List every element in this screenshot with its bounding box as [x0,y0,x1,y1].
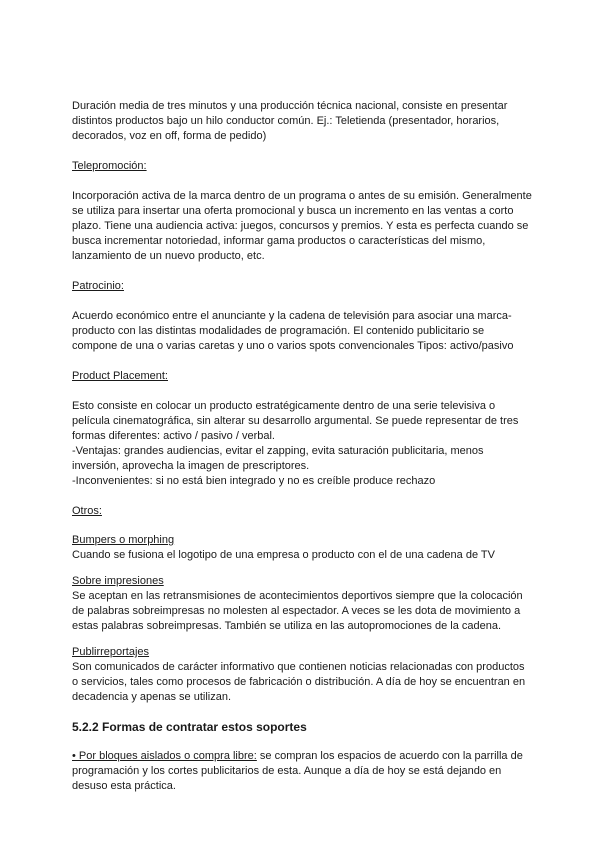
document-content [72,99,532,794]
patrocinio-heading: Patrocinio: [72,280,124,292]
product-placement-ventajas: -Ventajas: grandes audiencias, evitar el zapping, evita saturación publicitaria, menos inversión, aprovecha la imagen de prescriptores. [72,445,484,472]
telepromocion-body: Incorporación activa de la marca dentro de un programa o antes de su emisión. Generalmente se utiliza para insertar una oferta promocional y busca un incremento en las ventas a corto plazo. Tiene una audiencia activa: juegos, concursos y premios. Y esta es perfecta cuando se busca incrementar notoriedad, informar gama productos o características del mismo, lanzamiento de un nuevo producto, etc. [72,190,532,262]
section-522-item1-body: se compran los espacios de acuerdo con la parrilla de programación y los cortes publicitarios de esta. Aunque a día de hoy se está dejando en desuso esta práctica. [72,750,523,792]
sobreimpresiones-heading: Sobre impresiones [72,575,164,587]
product-placement-inconvenientes: -Inconvenientes: si no está bien integrado y no es creíble produce rechazo [72,475,436,487]
telepromocion-heading: Telepromoción: [72,160,147,172]
section-522-title: 5.2.2 Formas de contratar estos soportes [72,720,307,734]
product-placement-body: Esto consiste en colocar un producto estratégicamente dentro de una serie televisiva o película cinematográfica, sin alterar su desarrollo argumental. Se puede representar de tres formas diferentes: activo / pasivo / verbal. [72,400,519,442]
section-522-item1-label: • Por bloques aislados o compra libre: [72,750,257,762]
bumpers-body: Cuando se fusiona el logotipo de una empresa o producto con el de una cadena de TV [72,549,495,561]
otros-heading: Otros: [72,505,102,517]
product-placement-heading: Product Placement: [72,370,168,382]
sobreimpresiones-body: Se aceptan en las retransmisiones de acontecimientos deportivos siempre que la colocación de palabras sobreimpresas no molesten al espectador. A veces se les dota de movimiento a estas palabras sobreimpresas. También se utiliza en las autopromociones de la cadena. [72,590,523,632]
section-522-item1 [72,749,532,794]
patrocinio-body: Acuerdo económico entre el anunciante y la cadena de televisión para asociar una marca-producto con las distintas modalidades de programación. El contenido publicitario se compone de una o varias caretas y uno o varios spots convencionales Tipos: activo/pasivo [72,310,514,352]
publirreportajes-heading: Publirreportajes [72,646,150,658]
bumpers-heading: Bumpers o morphing [72,534,175,546]
publirreportajes-body: Son comunicados de carácter informativo que contienen noticias relacionadas con productos o servicios, tales como procesos de fabricación o distribución. A día de hoy se encuentran en decadencia y apenas se utilizan. [72,661,526,703]
intro-paragraph: Duración media de tres minutos y una producción técnica nacional, consiste en presentar distintos productos bajo un hilo conductor común. Ej.: Teletienda (presentador, horarios, decorados, voz en off, forma de pedido) [72,100,508,142]
